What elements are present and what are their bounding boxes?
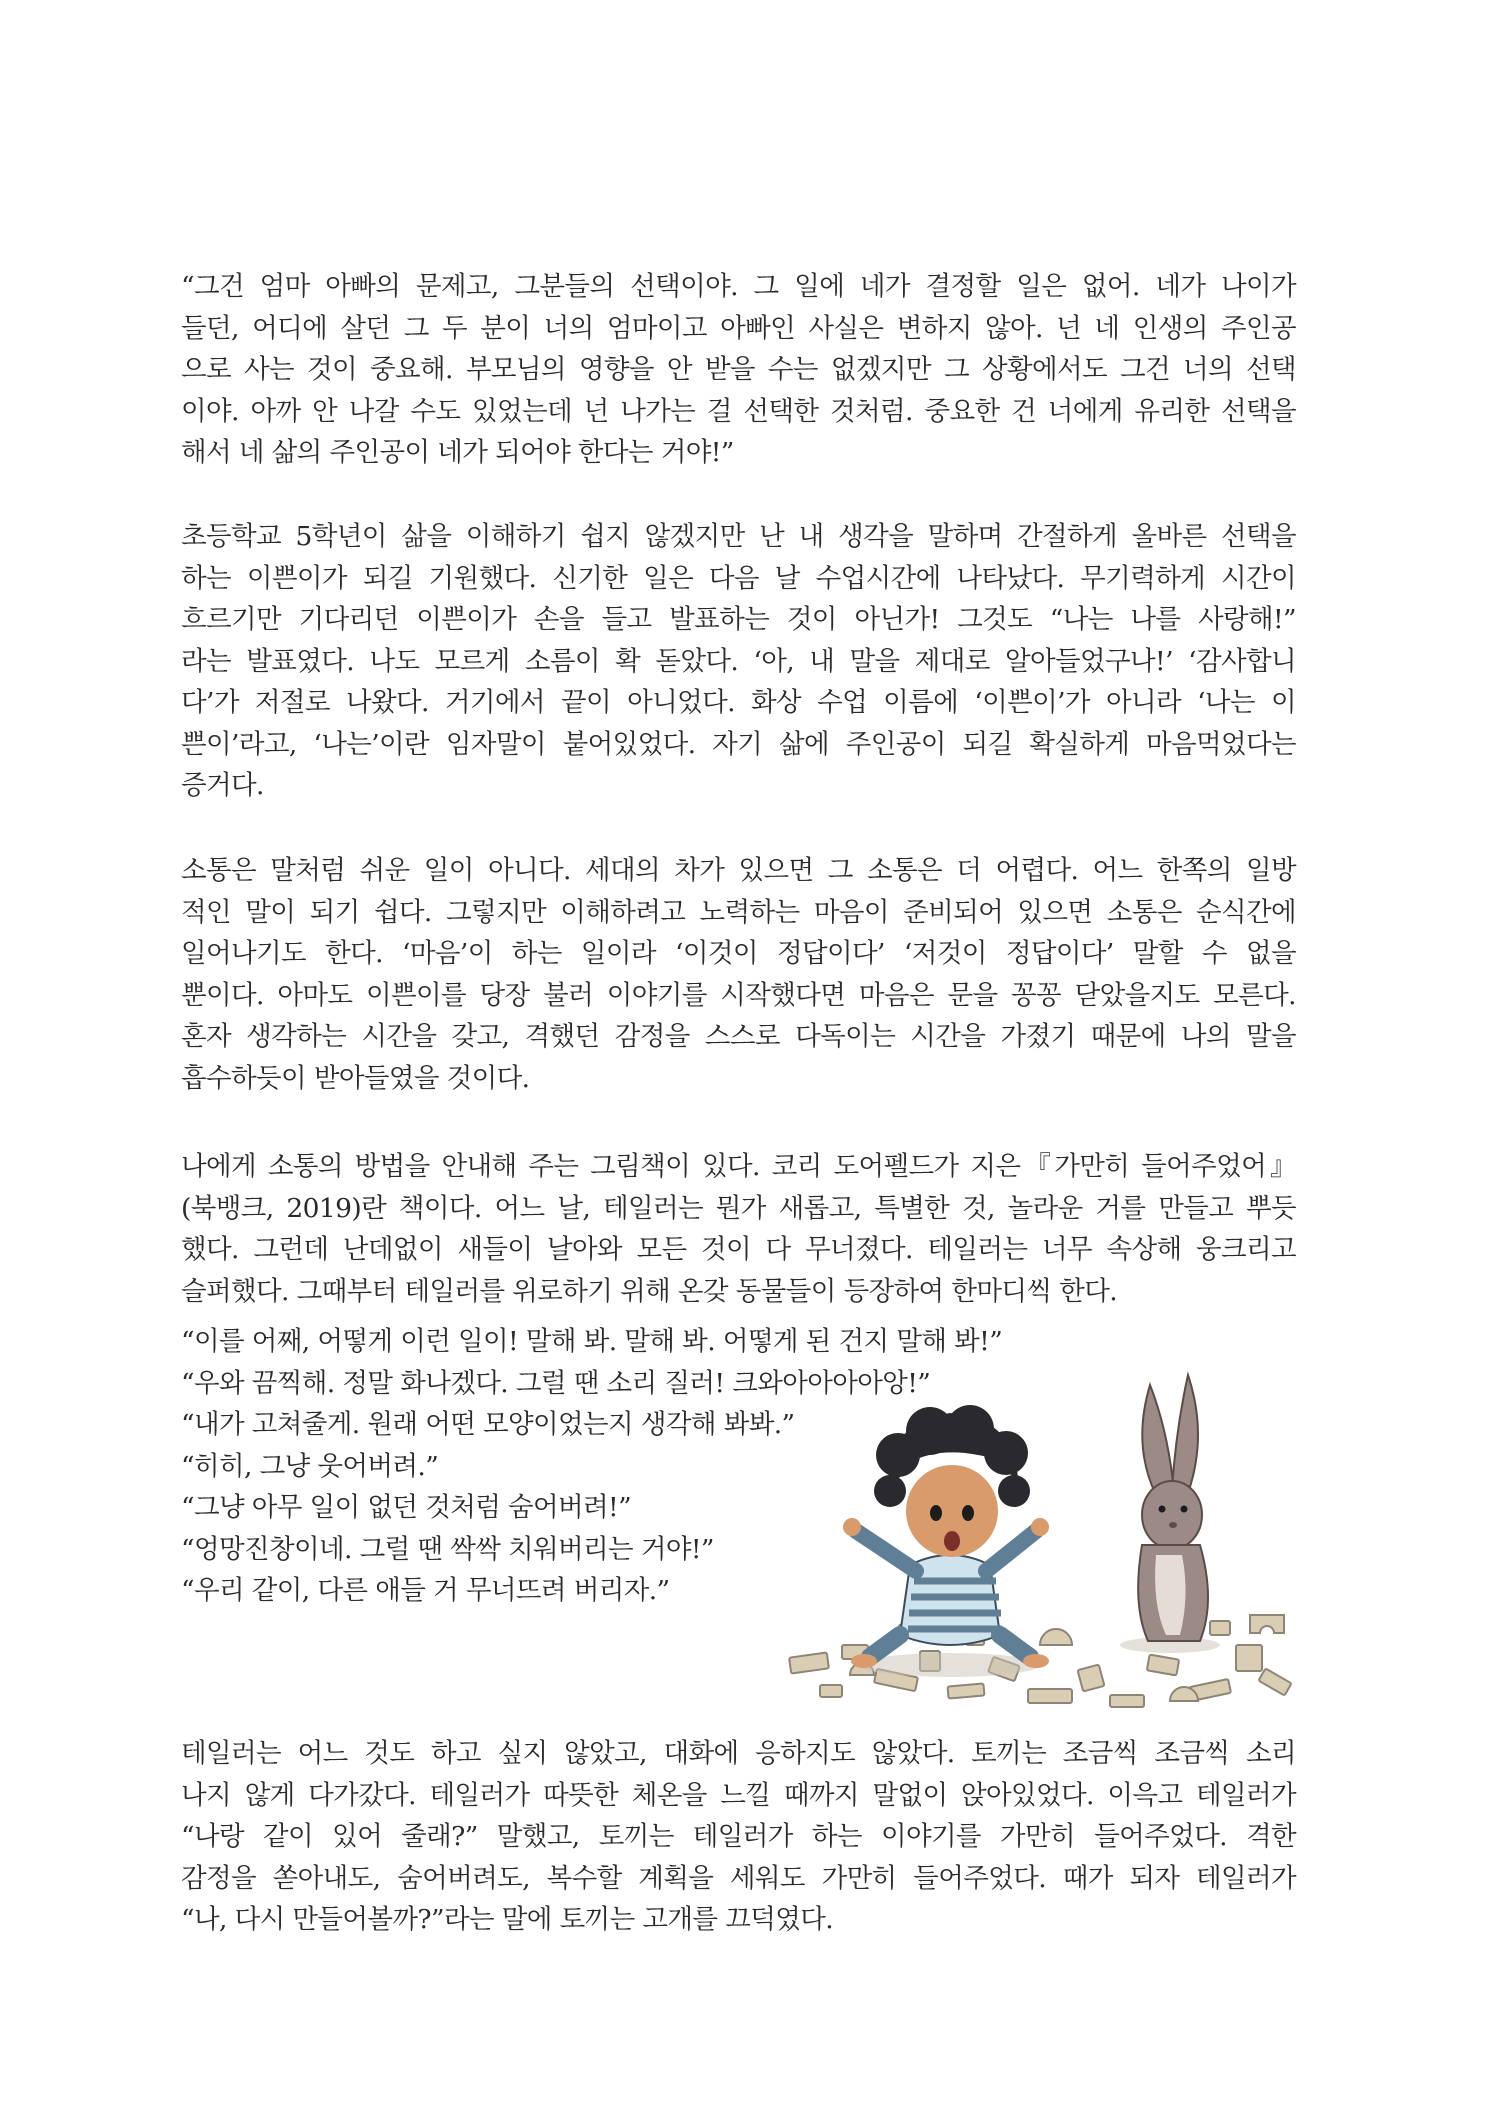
text-line: 쁜이’라고, ‘나는’이란 임자말이 붙어있었다. 자기 삶에 주인공이 되길 확실하게 마음먹었다는 [181, 728, 1296, 760]
quote-line: “내가 고쳐줄게. 원래 어떤 모양이었는지 생각해 봐봐.” [181, 1409, 795, 1440]
text-line: 으로 사는 것이 중요해. 부모님의 영향을 안 받을 수는 없겠지만 그 상황에서도 그건 너의 선택 [181, 354, 1296, 385]
text-line: 일어나기도 한다. ‘마음’이 하는 일이라 ‘이것이 정답이다’ ‘저것이 정답이다’ 말할 수 없을 [181, 938, 1296, 969]
paragraph-3 [181, 850, 1296, 1099]
quote-line: “우와 끔찍해. 정말 화나겠다. 그럴 땐 소리 질러! 크와아아아아앙!” [181, 1367, 931, 1399]
text-line: (북뱅크, 2019)란 책이다. 어느 날, 테일러는 뭔가 새롭고, 특별한 것, 놀라운 거를 만들고 뿌듯 [181, 1192, 1296, 1224]
text-line: 소통은 말처럼 쉬운 일이 아니다. 세대의 차가 있으면 그 소통은 더 어렵다. 어느 한쪽의 일방 [181, 855, 1296, 886]
text-line: 적인 말이 되기 쉽다. 그렇지만 이해하려고 노력하는 마음이 준비되어 있으면 소통은 순식간에 [181, 896, 1296, 928]
text-line: 해서 네 삶의 주인공이 네가 되어야 한다는 거야!” [181, 437, 734, 468]
text-line: 뿐이다. 아마도 이쁜이를 당장 불러 이야기를 시작했다면 마음은 문을 꽁꽁 닫았을지도 모른다. [181, 979, 1296, 1011]
text-line: 흡수하듯이 받아들였을 것이다. [181, 1062, 530, 1094]
paragraph-5 [181, 1733, 1296, 1941]
text-line: 초등학교 5학년이 삶을 이해하기 쉽지 않겠지만 난 내 생각을 말하며 간절하게 올바른 선택을 [181, 521, 1296, 552]
text-line: 다’가 저절로 나왔다. 거기에서 끝이 아니었다. 화상 수업 이름에 ‘이쁜이’가 아니라 ‘나는 이 [181, 687, 1296, 718]
text-line: 라는 발표였다. 나도 모르게 소름이 확 돋았다. ‘아, 내 말을 제대로 알아들었구나!’ ‘감사합니 [181, 645, 1296, 677]
quote-line: “우리 같이, 다른 애들 거 무너뜨려 버리자.” [181, 1575, 670, 1606]
text-line: 흐르기만 기다리던 이쁜이가 손을 들고 발표하는 것이 아닌가! 그것도 “나는 나를 사랑해!” [181, 604, 1296, 635]
text-line: 하는 이쁜이가 되길 기원했다. 신기한 일은 다음 날 수업시간에 나타났다. 무기력하게 시간이 [181, 562, 1296, 594]
text-line: “그건 엄마 아빠의 문제고, 그분들의 선택이야. 그 일에 네가 결정할 일은 없어. 네가 나이가 [181, 271, 1296, 302]
quote-line: “히히, 그냥 웃어버려.” [181, 1450, 439, 1482]
paragraph-1 [181, 266, 1296, 474]
quote-line: “이를 어째, 어떻게 이런 일이! 말해 봐. 말해 봐. 어떻게 된 건지 말해 봐!” [181, 1326, 1003, 1357]
quote-line: “그냥 아무 일이 없던 것처럼 숨어버려!” [181, 1492, 632, 1523]
text-line: 했다. 그런데 난데없이 새들이 날아와 모든 것이 다 무너졌다. 테일러는 너무 속상해 웅크리고 [181, 1234, 1296, 1265]
text-line: 혼자 생각하는 시간을 갖고, 격했던 감정을 스스로 다독이는 시간을 가졌기 때문에 나의 말을 [181, 1021, 1296, 1052]
text-line: 이야. 아까 안 나갈 수도 있었는데 넌 나가는 걸 선택한 것처럼. 중요한 건 너에게 유리한 선택을 [181, 395, 1296, 427]
child-figure [843, 1405, 1049, 1677]
text-line: 들던, 어디에 살던 그 두 분이 너의 엄마이고 아빠인 사실은 변하지 않아. 넌 네 인생의 주인공 [181, 312, 1296, 344]
text-line: 나에게 소통의 방법을 안내해 주는 그림책이 있다. 코리 도어펠드가 지은『가만히 들어주었어』 [181, 1151, 1296, 1182]
paragraph-4 [181, 1146, 1296, 1312]
text-line: “나, 다시 만들어볼까?”라는 말에 토끼는 고개를 끄덕였다. [181, 1904, 834, 1935]
quote-line: “엉망진창이네. 그럴 땐 싹싹 치워버리는 거야!” [181, 1533, 714, 1565]
child-rabbit-illustration [780, 1345, 1300, 1715]
text-line: 테일러는 어느 것도 하고 싶지 않았고, 대화에 응하지도 않았다. 토끼는 조금씩 조금씩 소리 [181, 1738, 1296, 1769]
text-line: 나지 않게 다가갔다. 테일러가 따뜻한 체온을 느낄 때까지 말없이 앉아있었다. 이윽고 테일러가 [181, 1779, 1296, 1811]
paragraph-2 [181, 516, 1296, 807]
text-line: 슬퍼했다. 그때부터 테일러를 위로하기 위해 온갖 동물들이 등장하여 한마디씩 한다. [181, 1275, 1118, 1307]
text-line: 감정을 쏟아내도, 숨어버려도, 복수할 계획을 세워도 가만히 들어주었다. 때가 되자 테일러가 [181, 1862, 1296, 1894]
text-line: “나랑 같이 있어 줄래?” 말했고, 토끼는 테일러가 하는 이야기를 가만히 들어주었다. 격한 [181, 1821, 1296, 1852]
text-line: 증거다. [181, 770, 264, 801]
rabbit-figure [1120, 1375, 1220, 1653]
